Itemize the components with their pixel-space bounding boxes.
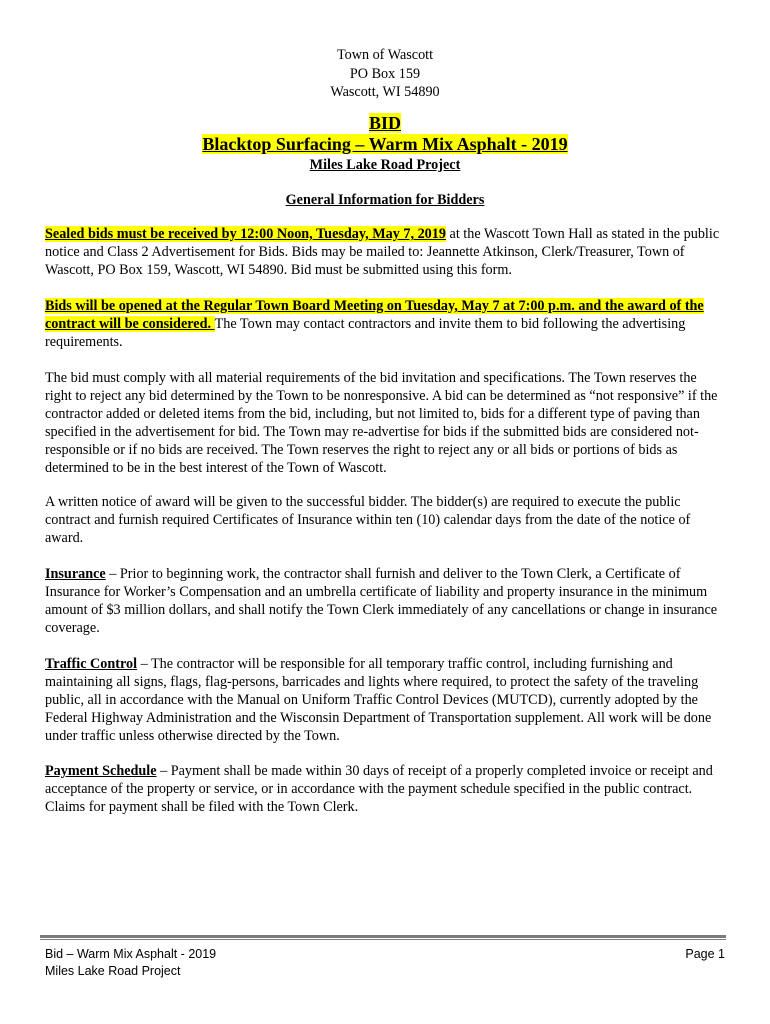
- insurance-text: – Prior to beginning work, the contractor shall furnish and deliver to the Town Clerk, a Certificate of Insurance for Worker’s Compensation and an umbrella certificate of liability and property insurance in the minimum amount of $3 million dollars, and shall notify the Town Clerk immediately of any cancellations or change in insurance coverage.: [45, 566, 718, 636]
- payment-label: Payment Schedule: [45, 763, 157, 779]
- paragraph-bid-opening: [45, 297, 725, 351]
- footer-title: Bid – Warm Mix Asphalt - 2019: [45, 947, 217, 961]
- bid-deadline-text: at the Wascott Town Hall as stated in the public notice and Class 2 Advertisement for Bids. Bids may be mailed to: Jeannette Atkinson, Clerk/Treasurer, Town of Wascott, PO Box 159, Wascott, WI 54890. Bid must be submitted using this form.: [45, 226, 720, 278]
- footer-project: Miles Lake Road Project: [45, 964, 181, 978]
- title-subtitle: Miles Lake Road Project: [309, 157, 461, 173]
- paragraph-payment-schedule: [45, 762, 725, 816]
- traffic-text: – The contractor will be responsible for all temporary traffic control, including furnishing and maintaining all signs, flags, flag-persons, barricades and lights where required, to protect the safety of the traveling public, all in accordance with the Manual on Uniform Traffic Control Devices (MUTCD), currently adopted by the Federal Highway Administration and the Wisconsin Department of Transportation supplement. All work will be done under traffic unless otherwise directed by the Town.: [45, 656, 712, 744]
- page-footer: [45, 946, 725, 980]
- section-heading: General Information for Bidders: [285, 192, 485, 208]
- traffic-label: Traffic Control: [45, 656, 138, 672]
- title-main: Blacktop Surfacing – Warm Mix Asphalt - 2019: [202, 134, 568, 154]
- bid-opening-text: The Town may contact contractors and invite them to bid following the advertising requirements.: [45, 316, 686, 350]
- page-number: Page 1: [685, 947, 725, 961]
- footer-divider-thin: [40, 939, 726, 940]
- bid-deadline-highlight: Sealed bids must be received by 12:00 Noon, Tuesday, May 7, 2019: [45, 226, 446, 242]
- footer-divider: [40, 935, 726, 938]
- title-block: [45, 113, 725, 175]
- title-bid: BID: [368, 113, 401, 133]
- paragraph-traffic-control: [45, 655, 725, 745]
- payment-text: – Payment shall be made within 30 days of receipt of a properly completed invoice or receipt and acceptance of the property or service, or in accordance with the payment schedule specified in the public contract. Claims for payment shall be filed with the Town Clerk.: [45, 763, 713, 815]
- paragraph-compliance: The bid must comply with all material requirements of the bid invitation and specifications. The Town reserves the right to reject any bid determined by the Town to be nonresponsive. A bid can be determined as “not responsive” if the contractor added or deleted items from the bid, including, but not limited to, bids for a different type of paving than specified in the advertisement for bid. The Town may re-advertise for bids if the submitted bids are considered not-responsible or if no bids are received. The Town reserves the right to reject any or all bids or portions of bids as determined to be in the best interest of the Town of Wascott.: [45, 370, 718, 476]
- address-town: Town of Wascott: [336, 47, 434, 63]
- address-city: Wascott, WI 54890: [330, 84, 440, 100]
- address-block: [45, 46, 725, 102]
- paragraph-award-notice: A written notice of award will be given to the successful bidder. The bidder(s) are required to execute the public contract and furnish required Certificates of Insurance within ten (10) calendar days from the date of the notice of award.: [45, 494, 691, 546]
- bid-opening-highlight: Bids will be opened at the Regular Town Board Meeting on Tuesday, May 7 at 7:00 p.m. and the award of the contract will be considered.: [45, 298, 704, 332]
- address-po-box: PO Box 159: [349, 65, 421, 82]
- paragraph-bid-deadline: [45, 225, 725, 279]
- paragraph-insurance: [45, 565, 725, 637]
- insurance-label: Insurance: [45, 566, 106, 582]
